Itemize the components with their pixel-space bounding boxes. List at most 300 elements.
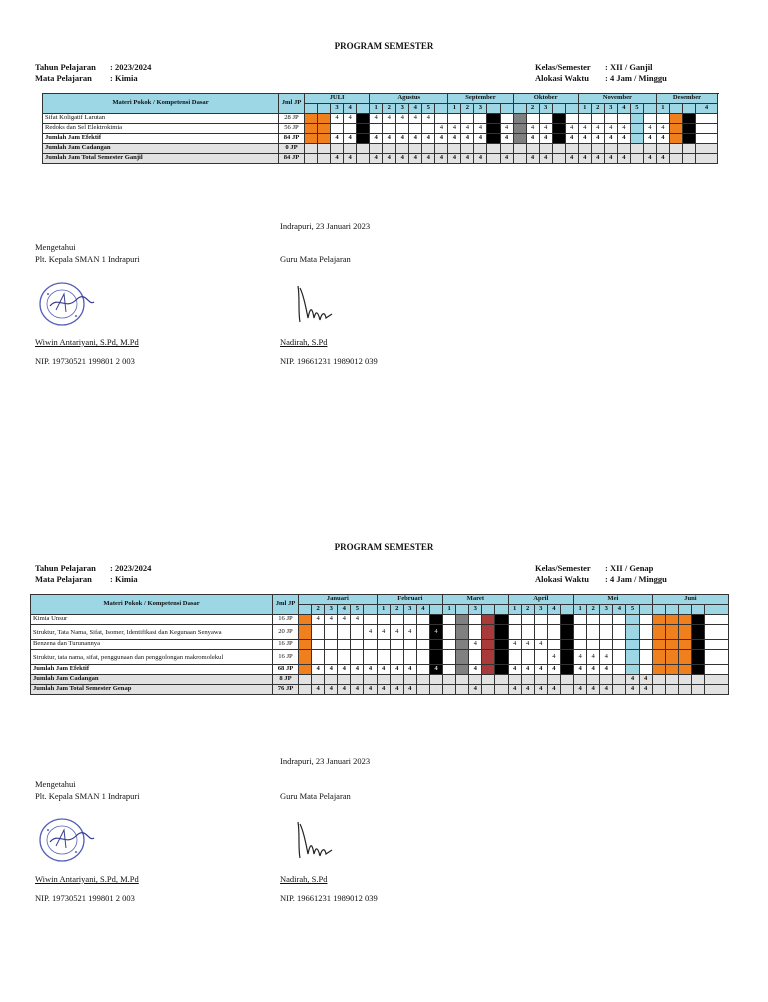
materi-cell: Jumlah Jam Efektif [31, 665, 273, 675]
guru-nip: NIP. 19661231 1989012 039 [280, 356, 378, 366]
week-cell [639, 640, 652, 650]
week-cell [534, 615, 547, 625]
week-cell [526, 114, 539, 124]
materi-cell: Jumlah Jam Total Semester Genap [31, 685, 273, 695]
week-cell: 4 [351, 615, 364, 625]
ket-cell [696, 134, 718, 144]
week-cell: 4 [351, 665, 364, 675]
ket-cell [705, 640, 729, 650]
week-number [513, 104, 526, 114]
week-cell: 4 [521, 640, 534, 650]
guru-nip: NIP. 19661231 1989012 039 [280, 893, 378, 903]
week-cell [678, 665, 691, 675]
week-cell: 4 [600, 665, 613, 675]
week-cell [587, 675, 600, 685]
table-row [31, 615, 729, 625]
week-cell [364, 675, 377, 685]
week-cell [534, 650, 547, 665]
week-cell: 4 [526, 134, 539, 144]
week-cell [691, 665, 704, 675]
week-cell: 4 [383, 114, 396, 124]
week-cell [565, 114, 578, 124]
week-cell [403, 615, 416, 625]
week-cell [678, 650, 691, 665]
week-cell: 4 [639, 685, 652, 695]
week-cell: 4 [390, 685, 403, 695]
week-cell [643, 114, 656, 124]
week-cell [560, 675, 573, 685]
week-cell [547, 675, 560, 685]
week-cell [508, 675, 521, 685]
week-cell [613, 625, 626, 640]
week-cell: 4 [547, 665, 560, 675]
week-cell [521, 625, 534, 640]
week-cell: 4 [643, 134, 656, 144]
jp-cell: 68 JP [273, 665, 299, 675]
week-cell [552, 144, 565, 154]
guru-name: Nadirah, S.Pd [280, 874, 328, 884]
month-separator [560, 605, 573, 615]
page2-title: PROGRAM SEMESTER [334, 542, 434, 552]
week-cell [487, 144, 500, 154]
week-cell [669, 144, 682, 154]
week-cell [474, 114, 487, 124]
week-cell [495, 615, 508, 625]
jp-cell: 84 JP [279, 154, 305, 164]
page1-info-right [535, 62, 667, 84]
week-cell [456, 675, 469, 685]
week-number: 2 [461, 104, 474, 114]
week-cell [630, 124, 643, 134]
week-number: 2 [587, 605, 600, 615]
week-number: 3 [331, 104, 344, 114]
week-cell [587, 625, 600, 640]
week-cell [665, 625, 678, 640]
week-cell [547, 615, 560, 625]
week-cell [338, 650, 351, 665]
week-number: 5 [630, 104, 643, 114]
week-cell [639, 650, 652, 665]
week-cell [630, 114, 643, 124]
month-header: Desember [656, 94, 717, 104]
week-cell: 4 [461, 134, 474, 144]
week-cell: 4 [364, 665, 377, 675]
week-cell [552, 114, 565, 124]
week-cell [338, 675, 351, 685]
week-cell [469, 615, 482, 625]
week-cell: 4 [587, 685, 600, 695]
week-cell [299, 625, 312, 640]
week-number: 3 [474, 104, 487, 114]
materi-cell: Jumlah Jam Cadangan [43, 144, 279, 154]
week-cell [390, 650, 403, 665]
week-cell [416, 640, 429, 650]
week-cell: 4 [325, 685, 338, 695]
materi-header: Materi Pokok / Kompetensi Dasar [43, 94, 279, 114]
week-cell: 4 [448, 124, 461, 134]
week-cell [469, 675, 482, 685]
school-stamp [36, 280, 96, 328]
week-number: 2 [526, 104, 539, 114]
week-cell [652, 675, 665, 685]
week-cell [665, 650, 678, 665]
week-cell: 4 [587, 665, 600, 675]
week-cell [422, 144, 435, 154]
week-number: 1 [370, 104, 383, 114]
alokasi-value: : 4 Jam / Minggu [605, 73, 667, 83]
week-cell: 4 [325, 665, 338, 675]
week-cell: 4 [539, 134, 552, 144]
week-cell: 4 [422, 154, 435, 164]
week-number: 1 [443, 605, 456, 615]
week-cell [318, 154, 331, 164]
week-number: 3 [396, 104, 409, 114]
jp-cell: 56 JP [279, 124, 305, 134]
week-number [552, 104, 565, 114]
week-cell [443, 675, 456, 685]
week-cell [521, 615, 534, 625]
week-cell [357, 144, 370, 154]
week-cell [429, 650, 442, 665]
page1-title: PROGRAM SEMESTER [334, 41, 434, 51]
week-cell: 4 [338, 665, 351, 675]
week-cell [351, 650, 364, 665]
week-cell: 4 [403, 685, 416, 695]
month-header: Juni [652, 595, 728, 605]
week-cell [325, 640, 338, 650]
week-cell [443, 640, 456, 650]
week-cell [547, 640, 560, 650]
week-cell [652, 640, 665, 650]
week-cell [578, 114, 591, 124]
week-cell: 4 [461, 124, 474, 134]
week-cell [652, 665, 665, 675]
week-cell [456, 640, 469, 650]
week-cell: 4 [643, 124, 656, 134]
week-cell [312, 650, 325, 665]
week-cell [429, 640, 442, 650]
week-cell: 4 [521, 685, 534, 695]
week-cell [443, 665, 456, 675]
week-cell [456, 625, 469, 640]
week-cell [521, 650, 534, 665]
week-cell [456, 615, 469, 625]
week-cell: 4 [578, 134, 591, 144]
week-cell [370, 144, 383, 154]
month-separator [495, 605, 508, 615]
week-cell [521, 675, 534, 685]
week-cell [508, 625, 521, 640]
week-cell: 4 [474, 134, 487, 144]
week-cell [683, 124, 696, 134]
week-cell [305, 114, 318, 124]
week-cell [626, 665, 639, 675]
week-cell [495, 685, 508, 695]
week-cell [613, 675, 626, 685]
week-cell [469, 650, 482, 665]
week-cell [613, 665, 626, 675]
month-header: Maret [443, 595, 508, 605]
week-cell [534, 625, 547, 640]
week-cell [422, 124, 435, 134]
materi-cell: Struktur, Tata Nama, Sifat, Isomer, Identifikasi dan Kegunaan Senyawa [31, 625, 273, 640]
week-cell [390, 640, 403, 650]
week-cell [495, 625, 508, 640]
week-cell [443, 615, 456, 625]
week-cell [461, 114, 474, 124]
week-cell [591, 114, 604, 124]
week-number [669, 104, 682, 114]
week-cell [351, 625, 364, 640]
week-cell [639, 615, 652, 625]
week-number [487, 104, 500, 114]
week-cell [500, 114, 513, 124]
week-cell: 4 [383, 134, 396, 144]
jp-cell: 16 JP [273, 640, 299, 650]
month-separator [705, 605, 729, 615]
guru-name: Nadirah, S.Pd [280, 337, 328, 347]
month-header: JULI [305, 94, 370, 104]
kelas-value: : XII / Ganjil [605, 62, 653, 72]
week-cell [344, 144, 357, 154]
week-cell [591, 144, 604, 154]
week-cell [351, 640, 364, 650]
week-cell: 4 [565, 124, 578, 134]
week-cell [487, 134, 500, 144]
week-cell [390, 675, 403, 685]
ket-cell [705, 615, 729, 625]
month-header: Agustus [370, 94, 448, 104]
week-cell [456, 650, 469, 665]
week-cell [357, 134, 370, 144]
week-cell: 4 [409, 154, 422, 164]
week-cell [377, 650, 390, 665]
week-cell [560, 625, 573, 640]
week-number: 2 [591, 104, 604, 114]
week-cell [409, 124, 422, 134]
week-cell [604, 144, 617, 154]
week-cell [626, 625, 639, 640]
week-cell [338, 625, 351, 640]
mapel-value: : Kimia [110, 73, 138, 83]
week-cell [403, 640, 416, 650]
tahun-value: : 2023/2024 [110, 62, 152, 72]
month-separator [435, 104, 448, 114]
month-separator [639, 605, 652, 615]
week-cell: 4 [526, 124, 539, 134]
ket-cell [705, 675, 729, 685]
week-cell: 4 [604, 134, 617, 144]
week-cell: 4 [617, 124, 630, 134]
week-cell: 4 [409, 114, 422, 124]
week-number: 3 [469, 605, 482, 615]
week-number: 4 [409, 104, 422, 114]
week-cell [560, 665, 573, 675]
jp-cell: 76 JP [273, 685, 299, 695]
week-cell: 4 [534, 665, 547, 675]
mengetahui-label: Mengetahui [35, 242, 76, 252]
week-cell [665, 675, 678, 685]
week-cell [613, 615, 626, 625]
week-cell [299, 650, 312, 665]
week-cell: 4 [604, 124, 617, 134]
table-row [43, 124, 718, 134]
week-cell [539, 144, 552, 154]
materi-cell: Benzena dan Turunannya [31, 640, 273, 650]
week-number: 4 [416, 605, 429, 615]
week-cell [552, 134, 565, 144]
week-cell [552, 154, 565, 164]
week-cell: 4 [461, 154, 474, 164]
week-cell [364, 650, 377, 665]
week-cell [364, 640, 377, 650]
materi-cell: Redoks dan Sel Elektrokimia [43, 124, 279, 134]
week-cell [325, 650, 338, 665]
week-cell: 4 [591, 134, 604, 144]
week-cell: 4 [508, 685, 521, 695]
week-cell [643, 144, 656, 154]
week-cell [435, 114, 448, 124]
week-number: 5 [351, 605, 364, 615]
page2-info-left [35, 563, 151, 585]
week-cell: 4 [500, 134, 513, 144]
month-header: April [508, 595, 573, 605]
week-cell [613, 685, 626, 695]
week-cell: 4 [435, 134, 448, 144]
kepala-nip: NIP. 19730521 199801 2 003 [35, 356, 135, 366]
week-cell: 4 [474, 154, 487, 164]
week-cell [552, 124, 565, 134]
week-cell [487, 114, 500, 124]
table-row [43, 154, 718, 164]
week-cell: 4 [429, 625, 442, 640]
ket-cell [705, 625, 729, 640]
week-cell [325, 625, 338, 640]
month-header: Januari [299, 595, 378, 605]
month-header: September [448, 94, 513, 104]
week-cell: 4 [370, 134, 383, 144]
week-cell [312, 640, 325, 650]
week-cell [683, 134, 696, 144]
month-separator [500, 104, 513, 114]
alokasi-label: Alokasi Waktu [535, 574, 589, 584]
ket-cell [696, 114, 718, 124]
week-cell: 4 [331, 154, 344, 164]
week-cell [600, 675, 613, 685]
week-number: 1 [656, 104, 669, 114]
week-cell: 4 [312, 665, 325, 675]
week-cell [600, 615, 613, 625]
week-number: 1 [377, 605, 390, 615]
week-cell: 4 [312, 615, 325, 625]
month-header: Mei [574, 595, 653, 605]
mapel-label: Mata Pelajaran [35, 574, 92, 584]
kepala-title: Plt. Kepala SMAN 1 Indrapuri [35, 254, 140, 264]
week-cell: 4 [469, 640, 482, 650]
jp-cell: 8 JP [273, 675, 299, 685]
kelas-label: Kelas/Semester [535, 563, 591, 573]
week-cell [574, 625, 587, 640]
week-cell [443, 650, 456, 665]
week-cell: 4 [626, 685, 639, 695]
week-cell [305, 134, 318, 144]
kepala-name: Wiwin Antariyani, S.Pd, M.Pd [35, 337, 139, 347]
month-header: Oktober [513, 94, 578, 104]
week-cell: 4 [370, 154, 383, 164]
week-cell [656, 114, 669, 124]
week-cell [613, 640, 626, 650]
school-stamp [36, 816, 96, 864]
week-cell: 4 [429, 685, 442, 695]
week-cell [656, 144, 669, 154]
week-cell [652, 615, 665, 625]
week-cell: 4 [500, 154, 513, 164]
week-number: 4 [617, 104, 630, 114]
week-cell [443, 685, 456, 695]
week-cell [299, 615, 312, 625]
week-cell [325, 675, 338, 685]
week-cell: 4 [526, 154, 539, 164]
table-row [31, 650, 729, 665]
week-cell [456, 665, 469, 675]
ket-cell [696, 124, 718, 134]
week-cell [613, 650, 626, 665]
week-cell: 4 [390, 625, 403, 640]
week-number: 3 [600, 605, 613, 615]
kepala-title: Plt. Kepala SMAN 1 Indrapuri [35, 791, 140, 801]
week-cell: 4 [377, 625, 390, 640]
week-cell [626, 615, 639, 625]
week-cell: 4 [474, 124, 487, 134]
week-cell: 4 [383, 154, 396, 164]
week-cell: 4 [600, 650, 613, 665]
week-cell [652, 625, 665, 640]
week-cell: 4 [469, 665, 482, 675]
week-cell [587, 640, 600, 650]
week-cell [639, 625, 652, 640]
week-number: 3 [539, 104, 552, 114]
week-cell [669, 134, 682, 144]
week-cell [403, 650, 416, 665]
week-cell: 4 [508, 640, 521, 650]
kepala-nip: NIP. 19730521 199801 2 003 [35, 893, 135, 903]
jp-cell: 16 JP [273, 650, 299, 665]
week-cell [683, 154, 696, 164]
week-cell: 4 [656, 124, 669, 134]
week-cell: 4 [422, 134, 435, 144]
jp-cell: 28 JP [279, 114, 305, 124]
week-cell: 4 [409, 134, 422, 144]
week-cell: 4 [626, 675, 639, 685]
week-cell [683, 114, 696, 124]
week-cell [331, 124, 344, 134]
week-cell: 4 [390, 665, 403, 675]
week-cell [513, 144, 526, 154]
month-separator [357, 104, 370, 114]
week-cell [461, 144, 474, 154]
week-cell [487, 124, 500, 134]
week-number: 4 [696, 104, 718, 114]
week-number: 3 [534, 605, 547, 615]
week-cell [534, 675, 547, 685]
page2-info-right [535, 563, 667, 585]
week-cell [377, 640, 390, 650]
week-cell [513, 134, 526, 144]
week-cell [429, 615, 442, 625]
week-cell [513, 124, 526, 134]
month-header: November [578, 94, 656, 104]
semester-table-genap [30, 594, 729, 695]
